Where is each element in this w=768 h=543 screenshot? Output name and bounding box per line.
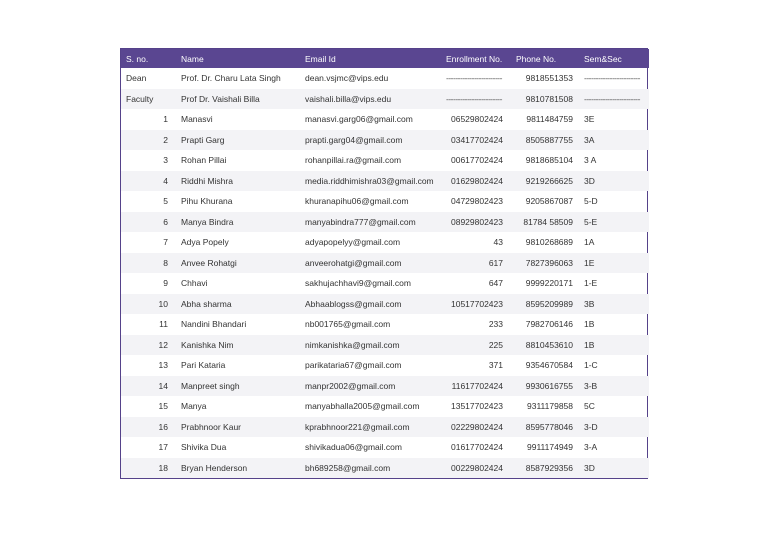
header-sem-sec: Sem&Sec <box>584 53 622 64</box>
cell-sem-sec: 3A <box>584 134 595 145</box>
cell-sno: 2 <box>163 134 168 145</box>
cell-sem-sec: 3D <box>584 175 595 186</box>
table-row <box>121 335 649 356</box>
cell-name: Manasvi <box>181 114 213 125</box>
table-row <box>121 273 649 294</box>
cell-phone: 9911174949 <box>526 442 573 453</box>
cell-email: bh689258@gmail.com <box>305 462 391 473</box>
cell-sno: 14 <box>158 380 168 391</box>
cell-enrollment: 13517702423 <box>450 401 503 412</box>
cell-enrollment: 02229802424 <box>450 421 503 432</box>
header-enrollment: Enrollment No. <box>446 53 503 64</box>
cell-name: Bryan Henderson <box>181 462 248 473</box>
cell-phone: 8505887755 <box>525 134 573 145</box>
cell-sno: 5 <box>163 196 168 207</box>
cell-email: parikataria67@gmail.com <box>305 360 402 371</box>
cell-phone: 9811484759 <box>526 114 573 125</box>
cell-enrollment: 617 <box>488 257 503 268</box>
table-row <box>121 437 649 458</box>
cell-sem-sec: 1B <box>584 339 595 350</box>
cell-name: Kanishka Nim <box>181 339 234 350</box>
cell-email: anveerohatgi@gmail.com <box>305 257 402 268</box>
cell-phone: 8810453610 <box>525 339 573 350</box>
cell-phone: 81784 58509 <box>523 216 573 227</box>
cell-sno: 12 <box>158 339 168 350</box>
cell-enrollment: 04729802423 <box>450 196 503 207</box>
cell-email: sakhujachhavi9@gmail.com <box>305 278 411 289</box>
header-sno: S. no. <box>126 53 149 64</box>
cell-enrollment: 06529802424 <box>450 114 503 125</box>
cell-name: Pari Kataria <box>181 360 226 371</box>
cell-name: Shivika Dua <box>181 442 227 453</box>
cell-phone: 7827396063 <box>525 257 573 268</box>
cell-sno: Dean <box>126 73 147 84</box>
table-body <box>121 68 649 478</box>
table-row <box>121 355 649 376</box>
cell-name: Nandini Bhandari <box>181 319 247 330</box>
cell-sem-sec: 1A <box>584 237 595 248</box>
table-row <box>121 212 649 233</box>
cell-email: manyabindra777@gmail.com <box>305 216 416 227</box>
cell-name: Manya <box>181 401 207 412</box>
cell-sno: 6 <box>163 216 168 227</box>
cell-email: prapti.garg04@gmail.com <box>305 134 403 145</box>
cell-email: nimkanishka@gmail.com <box>305 339 400 350</box>
table-row <box>121 68 649 89</box>
cell-name: Pihu Khurana <box>181 196 233 207</box>
cell-enrollment: ------------------------ <box>446 73 502 84</box>
cell-name: Riddhi Mishra <box>181 175 233 186</box>
cell-email: manpr2002@gmail.com <box>305 380 396 391</box>
cell-enrollment: 01617702424 <box>450 442 503 453</box>
cell-sno: 16 <box>158 421 168 432</box>
cell-sem-sec: 3B <box>584 298 595 309</box>
cell-name: Prapti Garg <box>181 134 225 145</box>
cell-name: Anvee Rohatgi <box>181 257 237 268</box>
cell-sem-sec: 3 A <box>584 155 597 166</box>
cell-sem-sec: 3-D <box>584 421 598 432</box>
cell-sno: 9 <box>163 278 168 289</box>
cell-sno: 11 <box>159 319 168 330</box>
contact-table <box>121 49 649 478</box>
cell-enrollment: 03417702424 <box>450 134 503 145</box>
table-row <box>121 314 649 335</box>
table-header-row <box>121 49 649 68</box>
cell-sem-sec: 5-D <box>584 196 598 207</box>
cell-name: Prof. Dr. Charu Lata Singh <box>181 73 281 84</box>
cell-sem-sec: ------------------------ <box>584 73 640 84</box>
cell-sem-sec: ------------------------ <box>584 93 640 104</box>
cell-enrollment: 371 <box>488 360 503 371</box>
cell-enrollment: 00617702424 <box>450 155 503 166</box>
cell-phone: 9311179858 <box>526 401 573 412</box>
cell-email: shivikadua06@gmail.com <box>305 442 402 453</box>
cell-sno: 17 <box>158 442 168 453</box>
cell-enrollment: 08929802423 <box>450 216 503 227</box>
cell-phone: 9999220171 <box>525 278 573 289</box>
cell-phone: 9219266625 <box>525 175 573 186</box>
cell-sno: 8 <box>163 257 168 268</box>
cell-email: nb001765@gmail.com <box>305 319 391 330</box>
contact-table-container <box>120 48 648 479</box>
cell-enrollment: 01629802424 <box>450 175 503 186</box>
cell-enrollment: ------------------------ <box>446 93 502 104</box>
cell-sem-sec: 5-E <box>584 216 598 227</box>
cell-phone: 7982706146 <box>525 319 573 330</box>
cell-phone: 9354670584 <box>525 360 573 371</box>
cell-name: Prof Dr. Vaishali Billa <box>181 93 260 104</box>
cell-name: Abha sharma <box>181 298 232 309</box>
cell-enrollment: 00229802424 <box>450 462 503 473</box>
cell-sem-sec: 3E <box>584 114 595 125</box>
cell-sno: 3 <box>163 155 168 166</box>
table-row <box>121 396 649 417</box>
cell-email: vaishali.billa@vips.edu <box>305 93 392 104</box>
table-row <box>121 191 649 212</box>
cell-phone: 8587929356 <box>525 462 573 473</box>
table-row <box>121 109 649 130</box>
cell-sem-sec: 3-B <box>584 380 598 391</box>
cell-email: kprabhnoor221@gmail.com <box>305 421 410 432</box>
table-row <box>121 89 649 110</box>
cell-email: media.riddhimishra03@gmail.com <box>305 175 434 186</box>
cell-sem-sec: 1B <box>584 319 595 330</box>
table-row <box>121 130 649 151</box>
cell-phone: 9810268689 <box>525 237 573 248</box>
table-row <box>121 294 649 315</box>
cell-name: Adya Popely <box>181 237 229 248</box>
cell-phone: 9930616755 <box>525 380 573 391</box>
cell-sem-sec: 1-E <box>584 278 598 289</box>
table-row <box>121 150 649 171</box>
cell-sno: 13 <box>158 360 168 371</box>
cell-phone: 9818551353 <box>525 73 573 84</box>
cell-sno: 15 <box>158 401 168 412</box>
cell-enrollment: 11617702424 <box>451 380 503 391</box>
header-name: Name <box>181 53 204 64</box>
cell-sem-sec: 5C <box>584 401 595 412</box>
cell-email: adyapopelyy@gmail.com <box>305 237 401 248</box>
cell-name: Prabhnoor Kaur <box>181 421 242 432</box>
header-email: Email Id <box>305 53 336 64</box>
cell-enrollment: 647 <box>488 278 503 289</box>
cell-name: Manya Bindra <box>181 216 234 227</box>
cell-phone: 8595778046 <box>525 421 573 432</box>
cell-email: dean.vsjmc@vips.edu <box>305 73 389 84</box>
cell-sno: Faculty <box>126 93 154 104</box>
cell-sno: 1 <box>163 114 168 125</box>
table-row <box>121 376 649 397</box>
cell-sno: 7 <box>163 237 168 248</box>
cell-email: manyabhalla2005@gmail.com <box>305 401 420 412</box>
table-row <box>121 232 649 253</box>
cell-sno: 10 <box>158 298 168 309</box>
cell-email: Abhaablogss@gmail.com <box>305 298 402 309</box>
cell-sem-sec: 3D <box>584 462 595 473</box>
cell-email: manasvi.garg06@gmail.com <box>305 114 413 125</box>
table-row <box>121 253 649 274</box>
cell-name: Rohan Pillai <box>181 155 227 166</box>
cell-phone: 8595209989 <box>525 298 573 309</box>
cell-sem-sec: 3-A <box>584 442 598 453</box>
cell-enrollment: 233 <box>488 319 503 330</box>
cell-sno: 18 <box>158 462 168 473</box>
cell-phone: 9810781508 <box>525 93 573 104</box>
header-phone: Phone No. <box>516 53 557 64</box>
cell-email: rohanpillai.ra@gmail.com <box>305 155 402 166</box>
cell-phone: 9818685104 <box>525 155 573 166</box>
cell-sem-sec: 1-C <box>584 360 598 371</box>
cell-name: Manpreet singh <box>181 380 240 391</box>
cell-name: Chhavi <box>181 278 208 289</box>
table-row <box>121 417 649 438</box>
cell-sem-sec: 1E <box>584 257 595 268</box>
cell-enrollment: 225 <box>488 339 503 350</box>
table-row <box>121 458 649 479</box>
cell-enrollment: 43 <box>493 237 503 248</box>
table-row <box>121 171 649 192</box>
cell-email: khuranapihu06@gmail.com <box>305 196 409 207</box>
cell-phone: 9205867087 <box>525 196 573 207</box>
cell-sno: 4 <box>163 175 168 186</box>
cell-enrollment: 10517702423 <box>450 298 503 309</box>
